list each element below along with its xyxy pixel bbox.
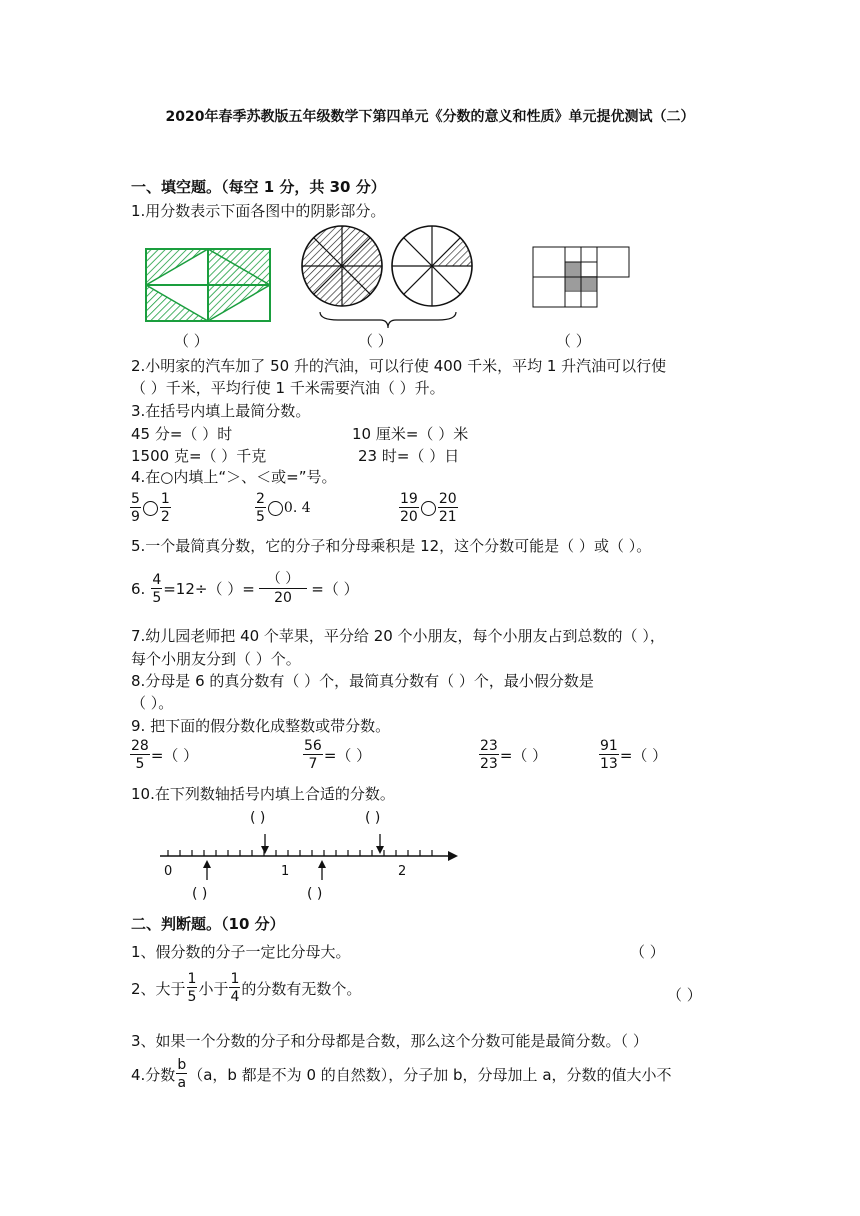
- number-line-blank[interactable]: ( ): [365, 810, 381, 826]
- q4-pair-2: [254, 492, 311, 524]
- fraction-numerator: 5: [131, 491, 140, 507]
- q7-line1: 7.幼儿园老师把 40 个苹果，平分给 20 个小朋友，每个小朋友占到总数的（ ），: [131, 627, 665, 645]
- q9-item-4: [598, 739, 667, 771]
- j4-line: [131, 1058, 672, 1090]
- fraction-denominator: 7: [308, 756, 318, 772]
- fraction-denominator: 9: [131, 509, 140, 525]
- j1-blank[interactable]: （ ）: [630, 943, 665, 961]
- q4-text: 4.在○内填上“＞、＜或=”号。: [131, 468, 337, 486]
- q1-text: 1.用分数表示下面各图中的阴影部分。: [131, 202, 386, 220]
- q9-blank[interactable]: =（ ）: [499, 746, 548, 765]
- fraction-denominator: a: [177, 1075, 187, 1091]
- number-line: [150, 806, 460, 912]
- q9-blank[interactable]: =（ ）: [150, 746, 199, 765]
- figure-green-rectangle: [145, 248, 271, 322]
- j2-mid: 小于: [198, 979, 229, 998]
- q6-part1: =12÷（ ）=: [163, 580, 255, 598]
- q6-denominator: 20: [274, 590, 292, 606]
- fraction-denominator: 5: [256, 509, 265, 525]
- page-title: 2020年春季苏教版五年级数学下第四单元《分数的意义和性质》单元提优测试（二）: [165, 109, 695, 125]
- q2-line1: 2.小明家的汽车加了 50 升的汽油，可以行使 400 千米，平均 1 升汽油可以行使: [131, 357, 667, 375]
- q9-blank[interactable]: =（ ）: [619, 746, 668, 765]
- j2-blank[interactable]: （ ）: [667, 986, 702, 1004]
- tick-label-1: 1: [281, 864, 290, 879]
- fraction-numerator: 19: [400, 491, 418, 507]
- fraction-denominator: 13: [600, 756, 618, 772]
- q4-pair-3: [398, 492, 459, 524]
- q6-blank-numerator[interactable]: （ ）: [259, 572, 307, 589]
- q9-blank[interactable]: =（ ）: [323, 746, 372, 765]
- q6-label: 6.: [131, 579, 146, 598]
- q9-item-3: [478, 739, 547, 771]
- fraction-numerator: 2: [256, 491, 265, 507]
- q10-text: 10.在下列数轴括号内填上合适的分数。: [131, 785, 395, 803]
- j2-line: [131, 972, 361, 1004]
- fraction-numerator: 4: [152, 571, 162, 588]
- fraction-denominator: 21: [438, 509, 457, 525]
- q2-line2: （ ）千米，平均行使 1 千米需要汽油（ ）升。: [131, 379, 445, 397]
- fraction-denominator: 5: [187, 989, 197, 1005]
- fraction-denominator: 23: [480, 756, 498, 772]
- fraction-denominator: 5: [135, 756, 145, 772]
- j2-post: 的分数有无数个。: [241, 979, 362, 998]
- q5-text: 5.一个最简真分数，它的分子和分母乘积是 12，这个分数可能是（ ）或（ ）。: [131, 537, 652, 555]
- q4-pair-1: [129, 492, 172, 524]
- q9-text: 9. 把下面的假分数化成整数或带分数。: [131, 717, 391, 735]
- q3-a: 45 分=（ ）时: [131, 425, 233, 443]
- fraction-numerator: 28: [131, 738, 149, 754]
- q9-item-1: [129, 739, 198, 771]
- figure-grid: [532, 246, 630, 308]
- q8-line1: 8.分母是 6 的真分数有（ ）个，最简真分数有（ ）个，最小假分数是: [131, 672, 594, 690]
- q1-blank-1[interactable]: （ ）: [174, 332, 209, 350]
- number-line-blank[interactable]: ( ): [192, 886, 208, 902]
- fraction-denominator: 2: [160, 509, 170, 525]
- fraction-numerator: 23: [480, 738, 498, 754]
- tick-label-2: 2: [398, 864, 407, 879]
- number-line-blank[interactable]: ( ): [250, 810, 266, 826]
- compare-circle[interactable]: [143, 501, 158, 516]
- q6-part2: =（ ）: [311, 580, 359, 598]
- number-line-blank[interactable]: ( ): [307, 886, 323, 902]
- compare-circle[interactable]: [421, 501, 436, 516]
- figure-circles: [298, 222, 478, 330]
- q3-d: 23 时=（ ）日: [358, 447, 460, 465]
- j2-pre: 2、大于: [131, 979, 186, 998]
- q1-blank-2[interactable]: （ ）: [358, 332, 393, 350]
- q7-line2: 每个小朋友分到（ ）个。: [131, 650, 301, 668]
- tick-label-0: 0: [164, 864, 173, 879]
- j1-text: 1、假分数的分子一定比分母大。: [131, 943, 351, 961]
- compare-circle[interactable]: [268, 501, 283, 516]
- section1-heading: 一、填空题。（每空 1 分，共 30 分）: [131, 178, 386, 196]
- fraction-denominator: 4: [230, 989, 240, 1005]
- fraction-numerator: 1: [187, 971, 197, 987]
- fraction-numerator: 1: [230, 971, 240, 987]
- q3-b: 10 厘米=（ ）米: [352, 425, 469, 443]
- fraction-numerator: 1: [160, 491, 170, 507]
- decimal-value: 0. 4: [283, 500, 311, 516]
- section2-heading: 二、判断题。（10 分）: [131, 915, 285, 933]
- q9-item-2: [302, 739, 371, 771]
- j4-pre: 4.分数: [131, 1065, 176, 1084]
- fraction-numerator: b: [177, 1057, 187, 1073]
- q6-line: [131, 572, 359, 605]
- j3-text: 3、如果一个分数的分子和分母都是合数，那么这个分数可能是最简分数。（ ）: [131, 1032, 648, 1050]
- fraction-denominator: 20: [400, 509, 418, 525]
- fraction-numerator: 91: [600, 738, 618, 754]
- q8-line2: （ ）。: [131, 694, 174, 712]
- q3-text: 3.在括号内填上最简分数。: [131, 402, 311, 420]
- j4-post: （a，b 都是不为 0 的自然数），分子加 b，分母加上 a，分数的值大小不: [188, 1065, 672, 1084]
- q1-blank-3[interactable]: （ ）: [556, 332, 591, 350]
- q3-c: 1500 克=（ ）千克: [131, 447, 267, 465]
- fraction-numerator: 20: [438, 491, 457, 507]
- fraction-denominator: 5: [152, 589, 162, 606]
- fraction-numerator: 56: [304, 738, 322, 754]
